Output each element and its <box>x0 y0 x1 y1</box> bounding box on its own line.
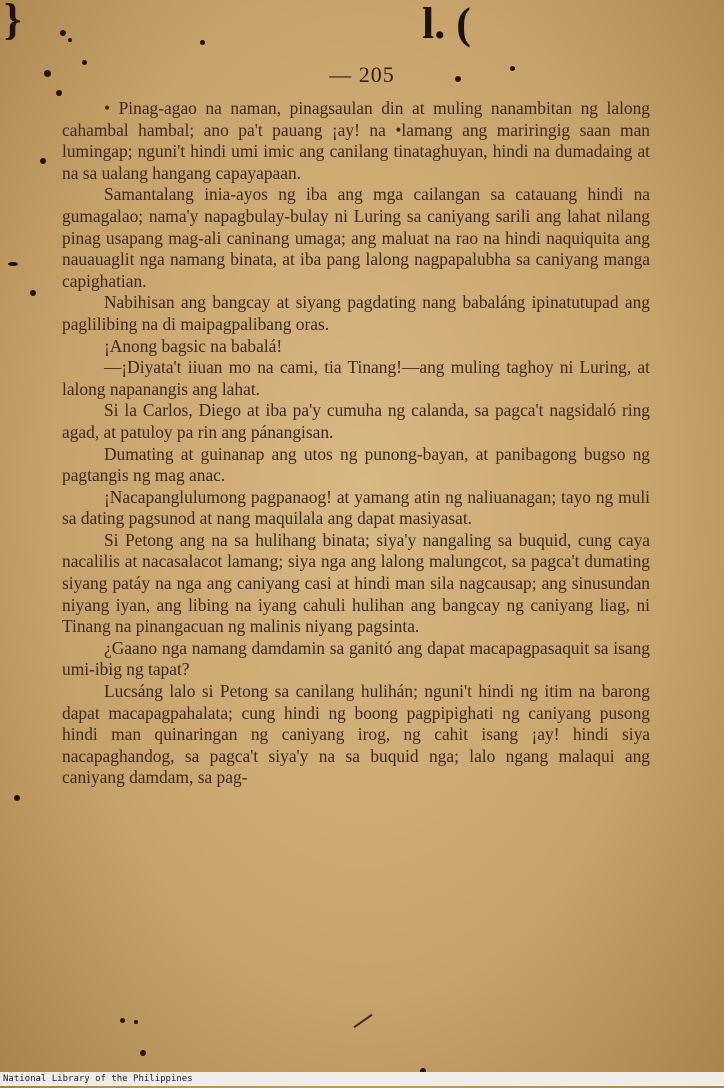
ink-stain <box>30 290 36 296</box>
ink-stain <box>56 90 62 96</box>
header-letter-mark: l. ( <box>422 0 471 48</box>
ink-stain <box>134 1020 138 1024</box>
pen-scratch <box>353 1014 372 1028</box>
page-number: — 205 <box>329 62 395 87</box>
ink-stain <box>200 40 205 45</box>
text-block <box>62 98 650 789</box>
paragraph-1: • Pinag-agao na naman, pinagsaulan din at muling nanambitan ng lalong cahambal hambal; ano pa't pauang ¡ay! na •lamang ang mariringig saan man lumingap; nguni't hindi umi imic ang canilang tinataghuyan, hindi na dumadaing at na sa ualang hangang capayapaan. <box>62 98 650 183</box>
paragraph-10: ¿Gaano nga namang damdamin sa ganitó ang dapat macapagpasaquit sa isang umi-ibig ng tapat? <box>62 637 650 680</box>
paragraph-4: ¡Anong bagsic na babalá! <box>104 335 283 356</box>
paragraph-5: —¡Diyata't iiuan mo na cami, tia Tinang!—ang muling taghoy ni Luring, at lalong napanangis ang lahat. <box>62 357 650 399</box>
paragraph-7: Dumating at guinanap ang utos ng punong-bayan, at panibagong bugso ng pagtangis ng mag anac. <box>62 443 650 486</box>
ink-stain <box>60 30 66 36</box>
paragraph-6: Si la Carlos, Diego at iba pa'y cumuha ng calanda, sa pagca't nagsidaló ring agad, at patuloy pa rin ang pánangisan. <box>62 400 650 442</box>
ink-stain <box>455 76 461 82</box>
paragraph-9: Si Petong ang na sa hulihang binata; siya'y nangaling sa buquid, cung caya nacalilis at nacasalacot lamang; siya nga ang lalong malungcot, sa pagca't dumating siyang patáy na nga ang caniyang casi at hindi man sila nagcausap; ang sinusundan niyang iyan, ang libing na iyang cahuli hulihan ang bangcay ng caniyang liag, ni Tinang na pinangacuan ng malinis niyang pagsinta. <box>62 529 650 637</box>
ink-stain <box>40 158 46 164</box>
paragraph-11: Lucsáng lalo si Petong sa canilang hulihán; nguni't hindi ng itim na barong dapat macapagpahalata; cung hindi ng boong pagpipighati ng caniyang pusong hindi man quinaringan ng caniyang irog, ng cahit isang ¡ay! hindi siya nacapaghandog, sa pagca't siya'y na sa buquid nga; lalo ngang malaqui ang caniyang damdam, sa pag- <box>62 681 650 788</box>
paragraph-3: Nabihisan ang bangcay at siyang pagdating nang babaláng ipinatutupad ang paglilibing na di maipagpalibang oras. <box>62 292 650 334</box>
paragraph-2: Samantalang inia-ayos ng iba ang mga cailangan sa catauang hindi na gumagalao; nama'y napagbulay-bulay ni Luring sa caniyang sarili ang lahat nilang pinag usapang mag-ali caninang umaga; ang maluat na rao na hindi naquiquita ang nauauaglit nga namang binata, at iba pang lalong nagpapalubha sa caniyang manga capighatian. <box>62 184 650 291</box>
paragraph-8: ¡Nacapanglulumong pagpanaog! at yamang atin ng naliuanagan; tayo ng muli sa dating pagsunod at nang maquilala ang dapat masiyasat. <box>62 486 650 529</box>
ink-stain <box>120 1018 125 1023</box>
ink-stain <box>68 38 72 42</box>
ink-stain <box>140 1050 146 1056</box>
ink-stain <box>14 795 20 801</box>
ink-stain <box>8 262 18 266</box>
footer-credit: National Library of the Philippines <box>0 1072 724 1086</box>
ink-stain <box>44 70 51 77</box>
ink-stain <box>510 66 515 71</box>
header-brace-mark: } <box>4 0 22 44</box>
ink-stain <box>82 60 87 65</box>
